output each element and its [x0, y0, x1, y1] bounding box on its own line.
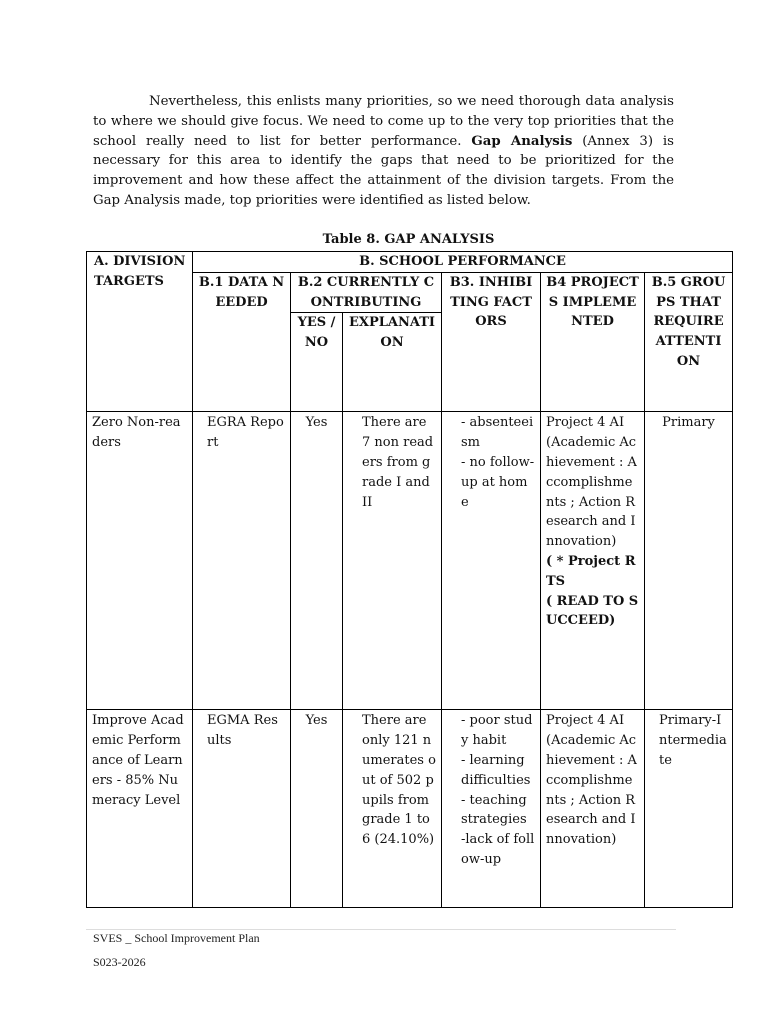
cell-explanation: There are only 121 numerates out of 502 pupils from grade 1 to 6 (24.10%)	[343, 710, 442, 908]
paragraph-text-1: Nevertheless, this enlists many priorities, so we need thorough data analysis to where we should give focus. We need to come up to the very top priorities that the school really need to list for better performance.	[93, 94, 674, 149]
header-data-needed: B.1 DATA NEEDED	[193, 272, 291, 412]
project-bold-text: ( * Project RTS	[546, 553, 636, 589]
table-caption: Table 8. GAP ANALYSIS	[322, 232, 495, 247]
cell-data-needed: EGMA Results	[193, 710, 291, 908]
cell-factors	[442, 710, 541, 908]
cell-data-needed: EGRA Report	[193, 412, 291, 710]
gap-analysis-table	[86, 251, 733, 908]
header-inhibiting-factors: B3. INHIBITING FACTORS	[442, 272, 541, 412]
factor-item: - learning difficulties	[461, 752, 531, 788]
cell-projects	[541, 710, 645, 908]
footer-divider	[86, 929, 676, 930]
factor-item: - teaching strategies	[461, 792, 527, 828]
table-row	[87, 412, 733, 710]
paragraph-bold-term: Gap Analysis	[471, 133, 573, 149]
cell-target: Improve Academic Performance of Learners - 85% Numeracy Level	[87, 710, 193, 908]
cell-groups: Primary-Intermediate	[645, 710, 733, 908]
cell-explanation: There are 7 non readers from grade I and II	[343, 412, 442, 710]
header-yes-no: YES / NO	[291, 313, 343, 412]
factor-item: - poor study habit	[461, 713, 533, 749]
paragraph-text-2: (Annex 3) is necessary for this area to identify the gaps that need to be prioritized for the improvement and how these affect the attainment of the division targets. From the Gap Analysis made, top priorities were identified as listed below.	[93, 133, 674, 208]
header-groups-attention: B.5 GROUPS THAT REQUIRE ATTENTION	[645, 272, 733, 412]
table-row	[87, 710, 733, 908]
factor-item: - absenteeism	[461, 415, 534, 451]
cell-yes-no: Yes	[291, 412, 343, 710]
project-text: Project 4 AI (Academic Achievement : Accomplishments ; Action Research and Innovation)	[546, 415, 637, 550]
header-division-targets: A. DIVISION TARGETS	[87, 252, 193, 412]
project-bold-text: ( READ TO SUCCEED)	[546, 593, 639, 629]
cell-factors	[442, 412, 541, 710]
header-projects-implemented: B4 PROJECTS IMPLEMENTED	[541, 272, 645, 412]
factor-item: -lack of follow-up	[461, 832, 535, 867]
header-currently-contributing: B.2 CURRENTLY CONTRIBUTING	[291, 272, 442, 313]
intro-paragraph	[93, 92, 674, 211]
header-school-performance: B. SCHOOL PERFORMANCE	[193, 252, 733, 273]
cell-projects	[541, 412, 645, 710]
header-explanation: EXPLANATION	[343, 313, 442, 412]
cell-target: Zero Non-readers	[87, 412, 193, 710]
cell-groups: Primary	[645, 412, 733, 710]
footer-year: S023-2026	[93, 955, 146, 969]
cell-yes-no: Yes	[291, 710, 343, 908]
factor-item: - no follow-up at home	[461, 454, 535, 510]
footer-title: SVES _ School Improvement Plan	[93, 931, 260, 945]
project-text: Project 4 AI (Academic Achievement : Accomplishments ; Action Research and Innovation)	[546, 713, 637, 848]
